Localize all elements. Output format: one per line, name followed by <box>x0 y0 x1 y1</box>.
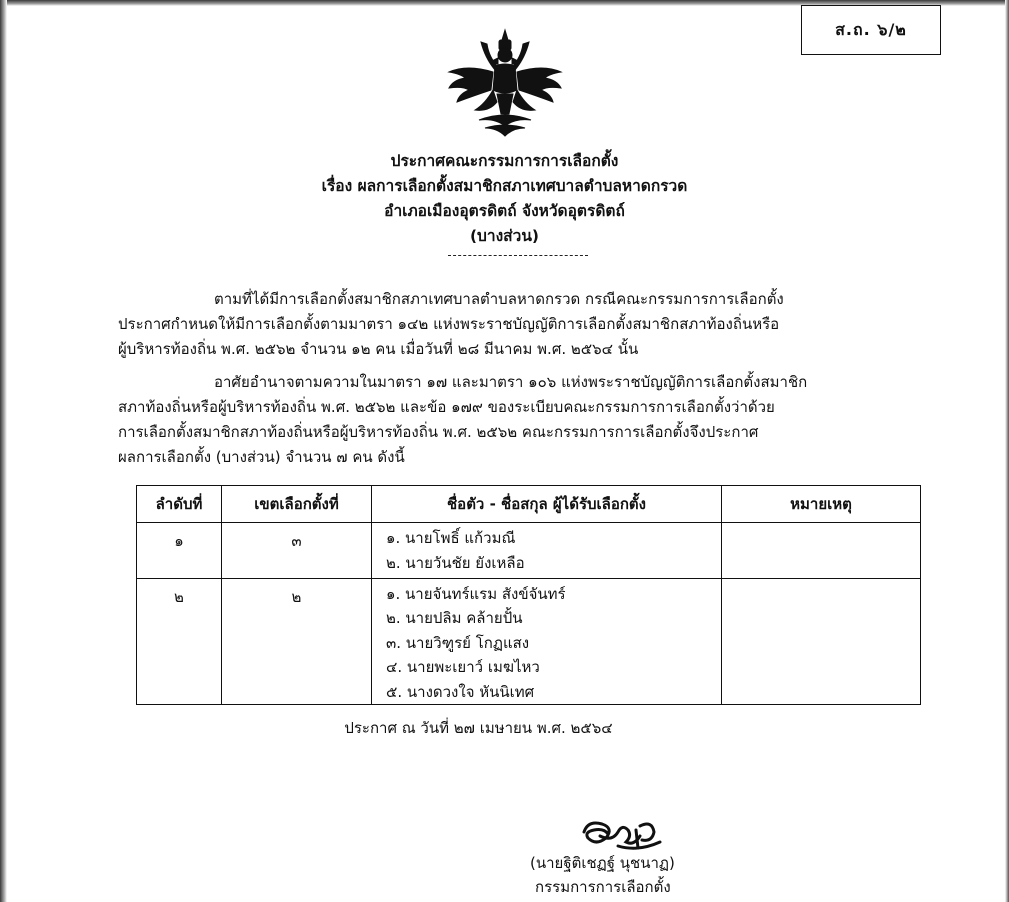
elected-name: ๒. นายวันชัย ยังเหลือ <box>386 554 525 572</box>
heading-line-4: (บางส่วน) <box>469 227 540 245</box>
elected-name: ๑. นายจันทร์แรม สังข์จันทร์ <box>386 585 566 603</box>
paragraph-2-line: ผลการเลือกตั้ง (บางส่วน) จำนวน ๗ คน ดังนี้ <box>118 448 405 466</box>
elected-name: ๓. นายวิฑูรย์ โกฏแสง <box>386 633 530 652</box>
table-row <box>137 579 921 705</box>
signer-title: กรรมการการเลือกตั้ง <box>535 878 671 896</box>
column-header-names: ชื่อตัว - ชื่อสกุล ผู้ได้รับเลือกตั้ง <box>372 486 722 523</box>
table-header-row <box>137 486 921 523</box>
column-header-order: ลำดับที่ <box>137 486 222 523</box>
paragraph-1-line: ประกาศกำหนดให้มีการเลือกตั้งตามมาตรา ๑๔๒ แห่งพระราชบัญญัติการเลือกตั้งสมาชิกสภาท้องถิ่นหรือ <box>118 315 780 333</box>
order-cell: ๑ <box>137 523 222 579</box>
elected-name: ๔. นายพะเยาว์ เมฆไหว <box>386 658 540 677</box>
names-cell <box>372 523 722 579</box>
heading-line-2: เรื่อง ผลการเลือกตั้งสมาชิกสภาเทศบาลตำบลหาดกรวด <box>321 177 688 195</box>
district-cell: ๓ <box>222 523 372 579</box>
announcement-date: ประกาศ ณ วันที่ ๒๗ เมษายน พ.ศ. ๒๕๖๔ <box>344 719 613 737</box>
elected-name: ๑. นายโพธิ์ แก้วมณี <box>386 529 516 547</box>
district-cell: ๒ <box>222 579 372 705</box>
paragraph-2-line: สภาท้องถิ่นหรือผู้บริหารท้องถิ่น พ.ศ. ๒๕๖๒ และข้อ ๑๗๙ ของระเบียบคณะกรรมการการเลือกตั้งว่าด้วย <box>118 398 775 416</box>
heading-line-3: อำเภอเมืองอุตรดิตถ์ จังหวัดอุตรดิตถ์ <box>384 202 625 220</box>
order-cell: ๒ <box>137 579 222 705</box>
remark-cell <box>722 523 921 579</box>
form-code: ส.ถ. ๖/๒ <box>835 19 907 39</box>
elected-name: ๒. นายปลิม คล้ายปั้น <box>386 609 523 628</box>
paragraph-2-line: การเลือกตั้งสมาชิกสภาท้องถิ่นหรือผู้บริหารท้องถิ่น พ.ศ. ๒๕๖๒ คณะกรรมการการเลือกตั้งจึงประกาศ <box>118 423 759 441</box>
paragraph-1-line: ผู้บริหารท้องถิ่น พ.ศ. ๒๕๖๒ จำนวน ๑๒ คน เมื่อวันที่ ๒๘ มีนาคม พ.ศ. ๒๕๖๔ นั้น <box>118 340 639 358</box>
elected-name: ๕. นางดวงใจ หันนิเทศ <box>386 682 535 701</box>
paragraph-1-line: ตามที่ได้มีการเลือกตั้งสมาชิกสภาเทศบาลตำบลหาดกรวด กรณีคณะกรรมการการเลือกตั้ง <box>214 290 784 308</box>
table-row <box>137 523 921 579</box>
heading-divider <box>448 255 588 256</box>
column-header-district: เขตเลือกตั้งที่ <box>222 486 372 523</box>
form-code-box <box>801 5 941 55</box>
paragraph-2 <box>118 370 918 470</box>
column-header-remark: หมายเหตุ <box>722 486 921 523</box>
paragraph-1 <box>118 287 918 362</box>
election-results-table <box>136 485 921 705</box>
garuda-emblem-icon <box>445 28 565 140</box>
heading-line-1: ประกาศคณะกรรมการการเลือกตั้ง <box>390 152 619 170</box>
remark-cell <box>722 579 921 705</box>
names-cell <box>372 579 722 705</box>
paragraph-2-line: อาศัยอำนาจตามความในมาตรา ๑๗ และมาตรา ๑๐๖ แห่งพระราชบัญญัติการเลือกตั้งสมาชิก <box>214 373 808 391</box>
signer-name: (นายฐิติเชฏฐ์ นุชนาฏ) <box>530 854 675 872</box>
scan-border-right <box>1005 0 1009 902</box>
scan-border-left <box>0 0 7 902</box>
